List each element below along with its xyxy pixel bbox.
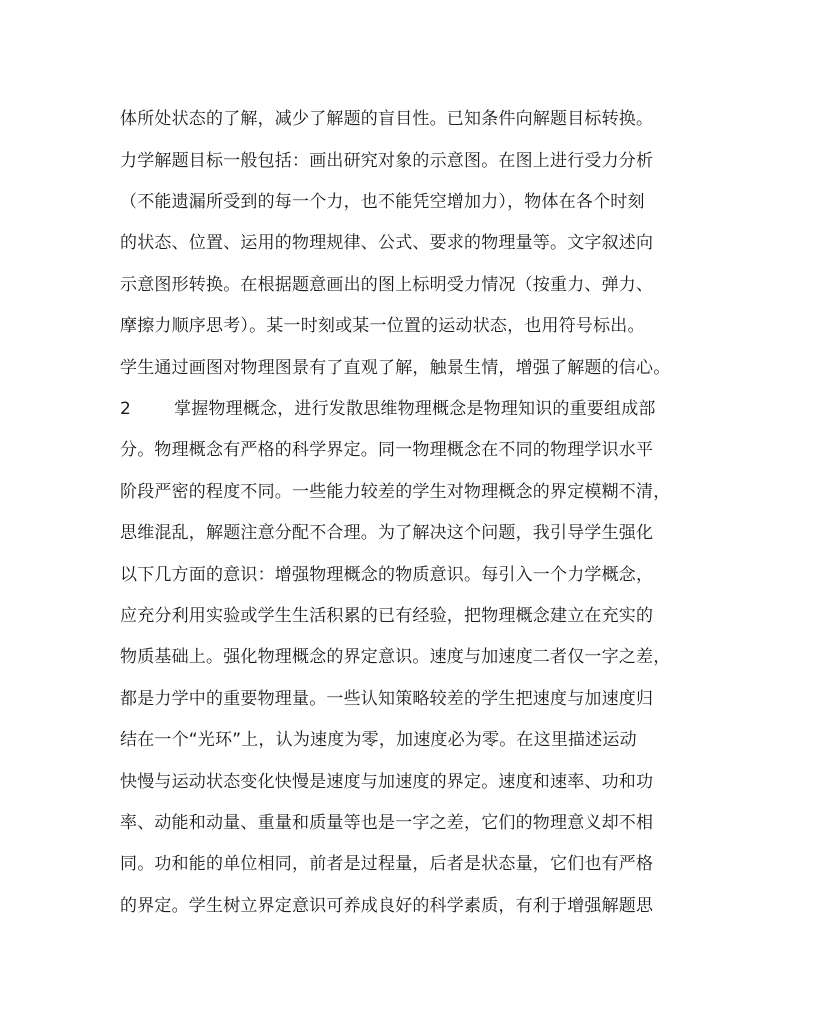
text-line: 结在一个“光环”上，认为速度为零，加速度必为零。在这里描述运动 (120, 730, 637, 750)
text-line: 快慢与运动状态变化快慢是速度与加速度的界定。速度和速率、功和功 (120, 772, 654, 792)
text-line: 的状态、位置、运用的物理规律、公式、要求的物理量等。文字叙述向 (120, 233, 654, 253)
text-line: 率、动能和动量、重量和质量等也是一字之差，它们的物理意义却不相 (120, 813, 654, 833)
text-line: 的界定。学生树立界定意识可养成良好的科学素质，有利于增强解题思 (120, 896, 654, 916)
text-line: 体所处状态的了解，减少了解题的盲目性。已知条件向解题目标转换。 (120, 109, 654, 129)
text-line: 阶段严密的程度不同。一些能力较差的学生对物理概念的界定模糊不清， (120, 482, 671, 502)
text-line: 物质基础上。强化物理概念的界定意识。速度与加速度二者仅一字之差， (120, 647, 671, 667)
section-heading-text: 掌握物理概念，进行发散思维物理概念是物理知识的重要组成部 (174, 399, 656, 419)
text-line: 以下几方面的意识：增强物理概念的物质意识。每引入一个力学概念， (120, 565, 654, 585)
text-line: 都是力学中的重要物理量。一些认知策略较差的学生把速度与加速度归 (120, 689, 654, 709)
section-number: 2 (120, 399, 132, 419)
text-line: 力学解题目标一般包括：画出研究对象的示意图。在图上进行受力分析 (120, 151, 654, 171)
text-line: 思维混乱，解题注意分配不合理。为了解决这个问题，我引导学生强化 (120, 523, 654, 543)
text-line: 示意图形转换。在根据题意画出的图上标明受力情况（按重力、弹力、 (120, 275, 654, 295)
text-line: 应充分利用实验或学生生活积累的已有经验，把物理概念建立在充实的 (120, 606, 654, 626)
text-line: （不能遗漏所受到的每一个力，也不能凭空增加力），物体在各个时刻 (120, 192, 645, 212)
section-heading-line (120, 397, 696, 421)
text-line: 摩擦力顺序思考）。某一时刻或某一位置的运动状态，也用符号标出。 (120, 316, 645, 336)
text-line: 同。功和能的单位相同，前者是过程量，后者是状态量，它们也有严格 (120, 854, 654, 874)
text-line: 分。物理概念有严格的科学界定。同一物理概念在不同的物理学识水平 (120, 440, 654, 460)
text-line: 学生通过画图对物理图景有了直观了解，触景生情，增强了解题的信心。 (120, 358, 671, 378)
